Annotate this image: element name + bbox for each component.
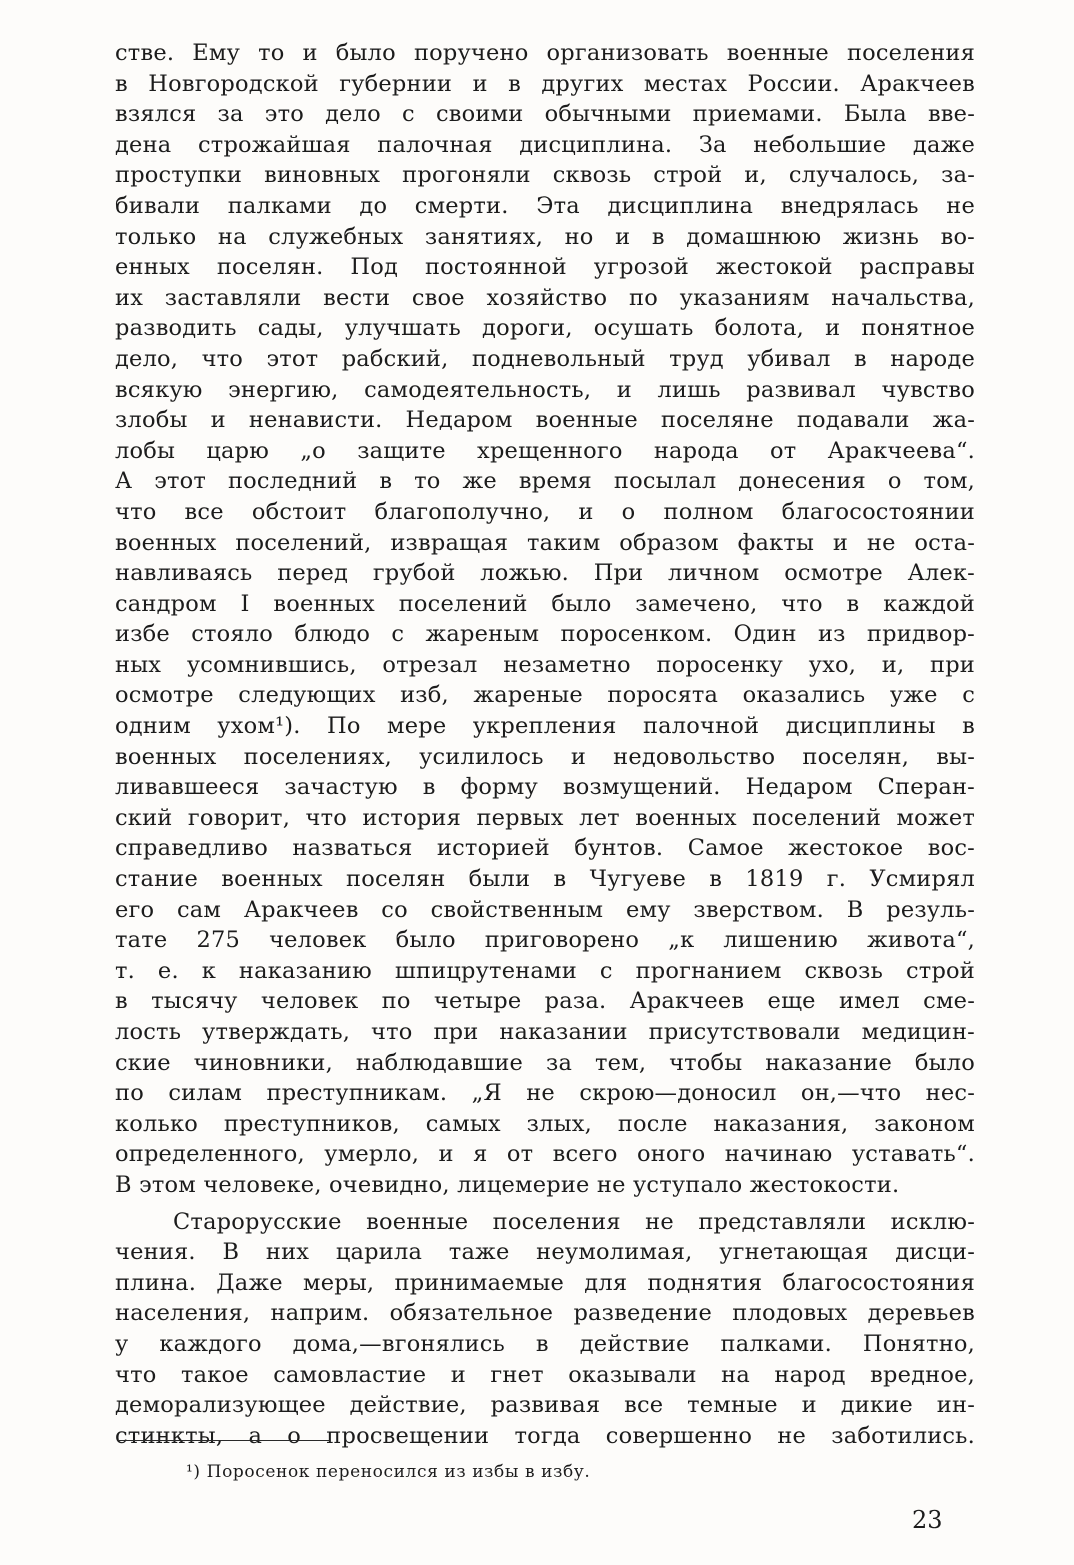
text-line: деморализующее действие, развивая все темные и дикие ин- — [115, 1392, 975, 1419]
text-line: навливаясь перед грубой ложью. При личном осмотре Алек- — [115, 560, 975, 587]
text-line: определенного, умерло, и я от всего оного начинаю уставать“. — [115, 1141, 975, 1168]
page-number: 23 — [912, 1506, 943, 1534]
text-line: плина. Даже меры, принимаемые для поднятия благосостояния — [115, 1269, 975, 1296]
page-body — [115, 38, 975, 1451]
text-line: только на служебных занятиях, но и в домашнюю жизнь во- — [115, 223, 975, 250]
paragraph-1 — [115, 38, 975, 1201]
text-line: енных поселян. Под постоянной угрозой жестокой расправы — [115, 254, 975, 281]
text-line: всякую энергию, самодеятельность, и лишь развивал чувство — [115, 376, 975, 403]
text-line: злобы и ненависти. Недаром военные поселяне подавали жа- — [115, 407, 975, 434]
footnote: ¹) Поросенок переносился из избы в избу. — [186, 1462, 591, 1482]
text-line: что такое самовластие и гнет оказывали на народ вредное, — [115, 1361, 975, 1388]
footnote-divider — [118, 1440, 330, 1441]
text-line: дело, что этот рабский, подневольный труд убивал в народе — [115, 345, 975, 372]
text-line: что все обстоит благополучно, и о полном благосостоянии — [115, 498, 975, 525]
text-line: его сам Аракчеев со свойственным ему зверством. В резуль- — [115, 896, 975, 923]
text-line: справедливо назваться историей бунтов. Самое жестокое вос- — [115, 835, 975, 862]
text-line: проступки виновных прогоняли сквозь строй и, случалось, за- — [115, 162, 975, 189]
text-line: колько преступников, самых злых, после наказания, законом — [115, 1110, 975, 1137]
text-line: одним ухом¹). По мере укрепления палочной дисциплины в — [115, 713, 975, 740]
text-line: населения, наприм. обязательное разведение плодовых деревьев — [115, 1300, 975, 1327]
text-line: лобы царю „о защите хрещенного народа от Аракчеева“. — [115, 437, 975, 464]
text-line: у каждого дома,—вгонялись в действие палками. Понятно, — [115, 1330, 975, 1357]
paragraph-2 — [115, 1207, 975, 1452]
text-line: лость утверждать, что при наказании присутствовали медицин- — [115, 1019, 975, 1045]
text-line: осмотре следующих изб, жареные поросята оказались уже с — [115, 682, 975, 709]
text-line: тате 275 человек было приговорено „к лишению живота“, — [115, 927, 975, 954]
text-line: военных поселениях, усилилось и недовольство поселян, вы- — [115, 743, 975, 770]
text-line: ские чиновники, наблюдавшие за тем, чтобы наказание было — [115, 1049, 975, 1076]
text-line: бивали палками до смерти. Эта дисциплина внедрялась не — [115, 192, 975, 219]
text-line: стание военных поселян были в Чугуеве в 1819 г. Усмирял — [115, 866, 975, 893]
text-line: дена строжайшая палочная дисциплина. За небольшие даже — [115, 131, 975, 158]
text-line: чения. В них царила таже неумолимая, угнетающая дисци- — [115, 1239, 975, 1266]
text-line: разводить сады, улучшать дороги, осушать болота, и понятное — [115, 315, 975, 342]
text-line: избе стояло блюдо с жареным поросенком. Один из придвор- — [115, 621, 975, 648]
text-line: стинкты, а о просвещении тогда совершенно не заботились. — [115, 1422, 975, 1449]
text-line: в Новгородской губернии и в других местах России. Аракчеев — [115, 70, 975, 97]
text-line: В этом человеке, очевидно, лицемерие не уступало жестокости. — [115, 1171, 900, 1198]
text-line: военных поселений, извращая таким образом факты и не оста- — [115, 529, 975, 556]
text-line: ский говорит, что история первых лет военных поселений может — [115, 804, 975, 831]
text-line: их заставляли вести свое хозяйство по указаниям начальства, — [115, 284, 975, 311]
text-line: взялся за это дело с своими обычными приемами. Была вве- — [115, 101, 975, 128]
text-line: сандром I военных поселений было замечено, что в каждой — [115, 590, 975, 617]
text-line: по силам преступникам. „Я не скрою—доносил он,—что нес- — [115, 1080, 975, 1107]
text-line: стве. Ему то и было поручено организовать военные поселения — [115, 40, 975, 66]
text-line: Старорусские военные поселения не представляли исклю- — [173, 1208, 975, 1235]
text-line: ных усомнившись, отрезал незаметно поросенку ухо, и, при — [115, 651, 975, 678]
text-line: т. е. к наказанию шпицрутенами с прогнанием сквозь строй — [115, 957, 975, 984]
text-line: в тысячу человек по четыре раза. Аракчеев еще имел сме- — [115, 988, 975, 1015]
text-line: ливавшееся зачастую в форму возмущений. Недаром Сперан- — [115, 774, 975, 801]
text-line: А этот последний в то же время посылал донесения о том, — [115, 468, 975, 495]
